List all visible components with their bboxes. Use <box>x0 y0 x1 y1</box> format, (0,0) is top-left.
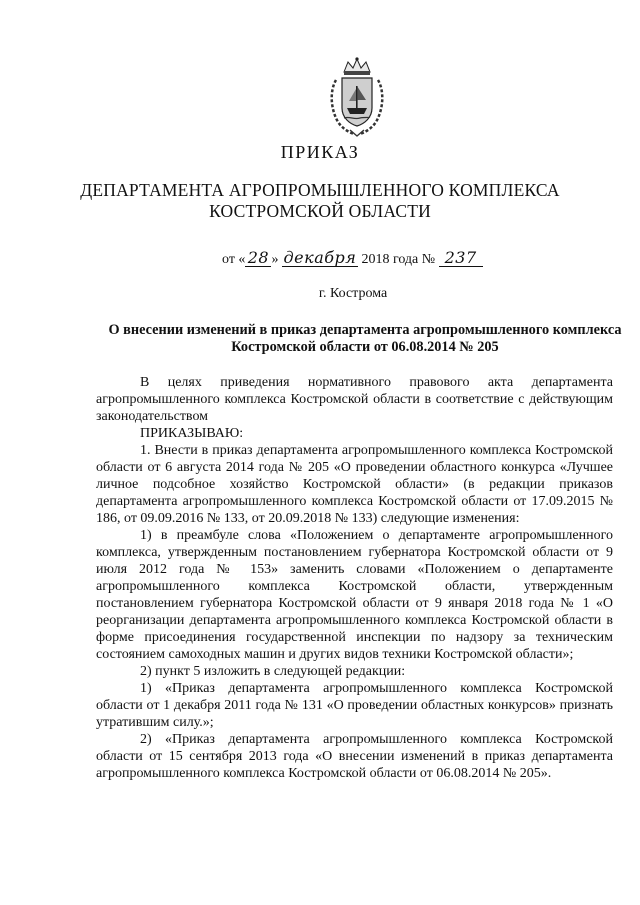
date-mid: » <box>271 252 279 267</box>
document-body <box>96 374 613 782</box>
department-name <box>0 180 640 222</box>
paragraph-new-1: 1) «Приказ департамента агропромышленного комплекса Костромской области от 1 декабря 2011 года № 131 «О проведении областных конкурсов» признать утратившим силу.»; <box>96 681 613 730</box>
paragraph-item-1: 1. Внести в приказ департамента агропромышленного комплекса Костромской области от 6 августа 2014 года № 205 «О проведении областного конкурса «Лучшее личное подсобное хозяйство Костромской области» (в редакции приказов департамента агропромышленного комплекса Костромской области от 17.09.2015 № 186, от 09.09.2016 № 133, от 20.09.2018 № 133) следующие изменения: <box>96 443 613 526</box>
date-year-text: 2018 года № <box>361 252 436 267</box>
paragraph-subitem-2: 2) пункт 5 изложить в следующей редакции: <box>140 664 406 679</box>
date-day-handwritten: 28 <box>245 250 271 267</box>
paragraph-order-word: ПРИКАЗЫВАЮ: <box>140 426 244 441</box>
order-number-handwritten: 237 <box>439 250 483 267</box>
document-type: ПРИКАЗ <box>280 142 360 162</box>
document-title: О внесении изменений в приказ департамента агропромышленного комплекса Костромской области от 06.08.2014 № 205 <box>108 322 622 355</box>
department-line-2: КОСТРОМСКОЙ ОБЛАСТИ <box>209 201 431 221</box>
kostroma-coat-of-arms-icon <box>326 56 388 138</box>
paragraph-preamble: В целях приведения нормативного правового акта департамента агропромышленного комплекса Костромской области в соответствие с действующим законодательством <box>96 375 613 424</box>
department-line-1: ДЕПАРТАМЕНТА АГРОПРОМЫШЛЕННОГО КОМПЛЕКСА <box>80 180 560 200</box>
paragraph-subitem-1: 1) в преамбуле слова «Положением о департаменте агропромышленного комплекса, утвержденным постановлением губернатора Костромской области от 9 июля 2012 года № 153» заменить словами «Положением о департаменте агропромышленного комплекса Костромской области, утвержденным постановлением губернатора Костромской области от 9 января 2018 года № 1 «О реорганизации департамента агропромышленного комплекса Костромской области в форме присоединения государственной инспекции по надзору за техническим состоянием самоходных машин и других видов техники Костромской области»; <box>96 528 613 662</box>
paragraph-new-2: 2) «Приказ департамента агропромышленного комплекса Костромской области от 15 сентября 2013 года «О внесении изменений в приказ департамента агропромышленного комплекса Костромской области от 06.08.2014 № 205». <box>96 732 613 781</box>
date-month-handwritten: декабря <box>283 248 357 267</box>
date-line <box>222 250 522 272</box>
city-name: г. Кострома <box>318 286 388 301</box>
date-prefix: от « <box>222 252 246 267</box>
